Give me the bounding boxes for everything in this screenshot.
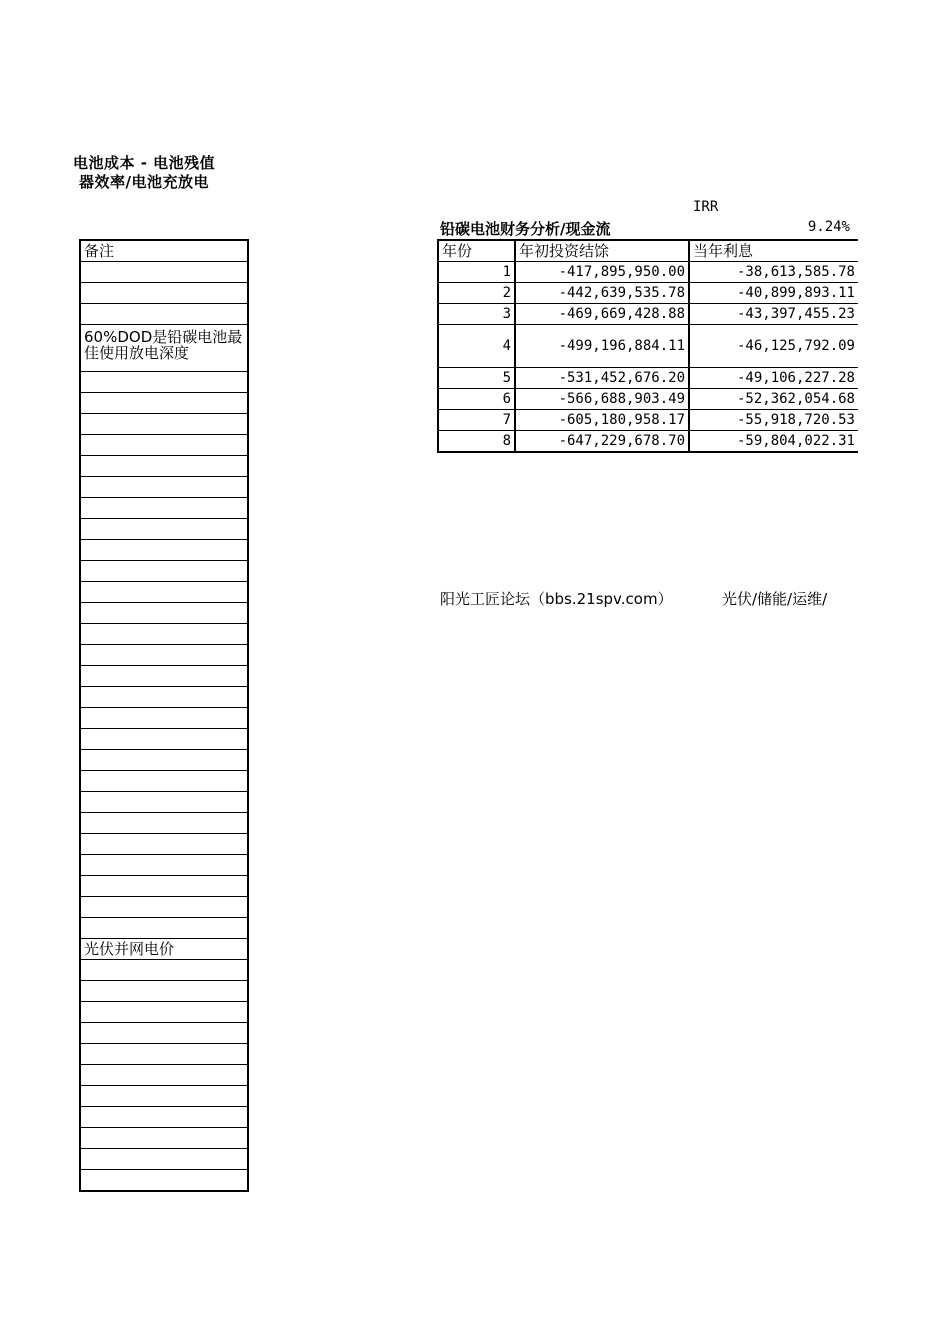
remark-cell [80, 792, 248, 813]
balance-cell: -566,688,903.49 [515, 389, 689, 410]
interest-cell: -38,613,585.78 [689, 262, 858, 283]
cashflow-title: 铅碳电池财务分析/现金流 [440, 220, 611, 238]
remark-cell [80, 897, 248, 918]
year-cell: 3 [438, 304, 515, 325]
remark-cell [80, 1002, 248, 1023]
cashflow-row [438, 325, 858, 368]
year-cell: 7 [438, 410, 515, 431]
col-header-balance: 年初投资结馀 [515, 240, 689, 262]
year-cell: 5 [438, 368, 515, 389]
remark-cell [80, 666, 248, 687]
balance-cell: -605,180,958.17 [515, 410, 689, 431]
remark-cell [80, 262, 248, 283]
interest-cell: -43,397,455.23 [689, 304, 858, 325]
remarks-header: 备注 [80, 240, 248, 262]
remark-cell [80, 1128, 248, 1149]
balance-cell: -469,669,428.88 [515, 304, 689, 325]
remark-cell [80, 477, 248, 498]
interest-cell: -40,899,893.11 [689, 283, 858, 304]
irr-value: 9.24% [807, 219, 850, 235]
remark-cell [80, 645, 248, 666]
remark-cell [80, 372, 248, 393]
year-cell: 2 [438, 283, 515, 304]
cashflow-row [438, 389, 858, 410]
cashflow-row [438, 368, 858, 389]
col-header-year: 年份 [438, 240, 515, 262]
remark-cell [80, 435, 248, 456]
balance-cell: -531,452,676.20 [515, 368, 689, 389]
remark-cell [80, 582, 248, 603]
remark-cell [80, 687, 248, 708]
cashflow-row [438, 262, 858, 283]
remark-cell [80, 283, 248, 304]
note-line-1: 电池成本 - 电池残值 [73, 154, 216, 172]
remark-cell [80, 519, 248, 540]
interest-cell: -46,125,792.09 [689, 325, 858, 368]
remark-cell [80, 834, 248, 855]
cashflow-row [438, 410, 858, 431]
remark-cell [80, 1170, 248, 1192]
forum-text: 阳光工匠论坛（bbs.21spv.com） [440, 590, 673, 608]
remark-cell [80, 393, 248, 414]
year-cell: 4 [438, 325, 515, 368]
balance-cell: -442,639,535.78 [515, 283, 689, 304]
balance-cell: -499,196,884.11 [515, 325, 689, 368]
remark-cell [80, 456, 248, 477]
year-cell: 1 [438, 262, 515, 283]
col-header-interest: 当年利息 [689, 240, 858, 262]
remark-cell: 60%DOD是铅碳电池最佳使用放电深度 [80, 325, 248, 372]
remark-cell [80, 1086, 248, 1107]
remark-cell [80, 603, 248, 624]
remark-cell [80, 855, 248, 876]
remark-cell: 光伏并网电价 [80, 939, 248, 960]
interest-cell: -49,106,227.28 [689, 368, 858, 389]
remark-cell [80, 1023, 248, 1044]
remark-cell [80, 1149, 248, 1170]
remark-cell [80, 540, 248, 561]
interest-cell: -59,804,022.31 [689, 431, 858, 453]
remark-cell [80, 498, 248, 519]
remark-cell [80, 876, 248, 897]
remark-cell [80, 304, 248, 325]
interest-cell: -52,362,054.68 [689, 389, 858, 410]
remark-cell [80, 771, 248, 792]
remark-cell [80, 1107, 248, 1128]
remark-cell [80, 960, 248, 981]
remark-cell [80, 414, 248, 435]
remark-cell [80, 1065, 248, 1086]
cashflow-row [438, 283, 858, 304]
year-cell: 6 [438, 389, 515, 410]
balance-cell: -417,895,950.00 [515, 262, 689, 283]
balance-cell: -647,229,678.70 [515, 431, 689, 453]
remark-cell [80, 624, 248, 645]
remark-cell [80, 729, 248, 750]
forum-tags: 光伏/储能/运维/ [722, 590, 828, 608]
irr-label: IRR [693, 199, 719, 215]
remarks-table [79, 239, 249, 1192]
remark-cell [80, 750, 248, 771]
remark-cell [80, 708, 248, 729]
remark-cell [80, 813, 248, 834]
year-cell: 8 [438, 431, 515, 453]
cashflow-header-row [438, 240, 858, 262]
cashflow-table [437, 239, 858, 453]
cashflow-row [438, 431, 858, 453]
cashflow-row [438, 304, 858, 325]
remark-cell [80, 561, 248, 582]
interest-cell: -55,918,720.53 [689, 410, 858, 431]
remark-cell [80, 918, 248, 939]
remark-cell [80, 1044, 248, 1065]
note-line-2: 器效率/电池充放电 [79, 173, 209, 191]
remark-cell [80, 981, 248, 1002]
